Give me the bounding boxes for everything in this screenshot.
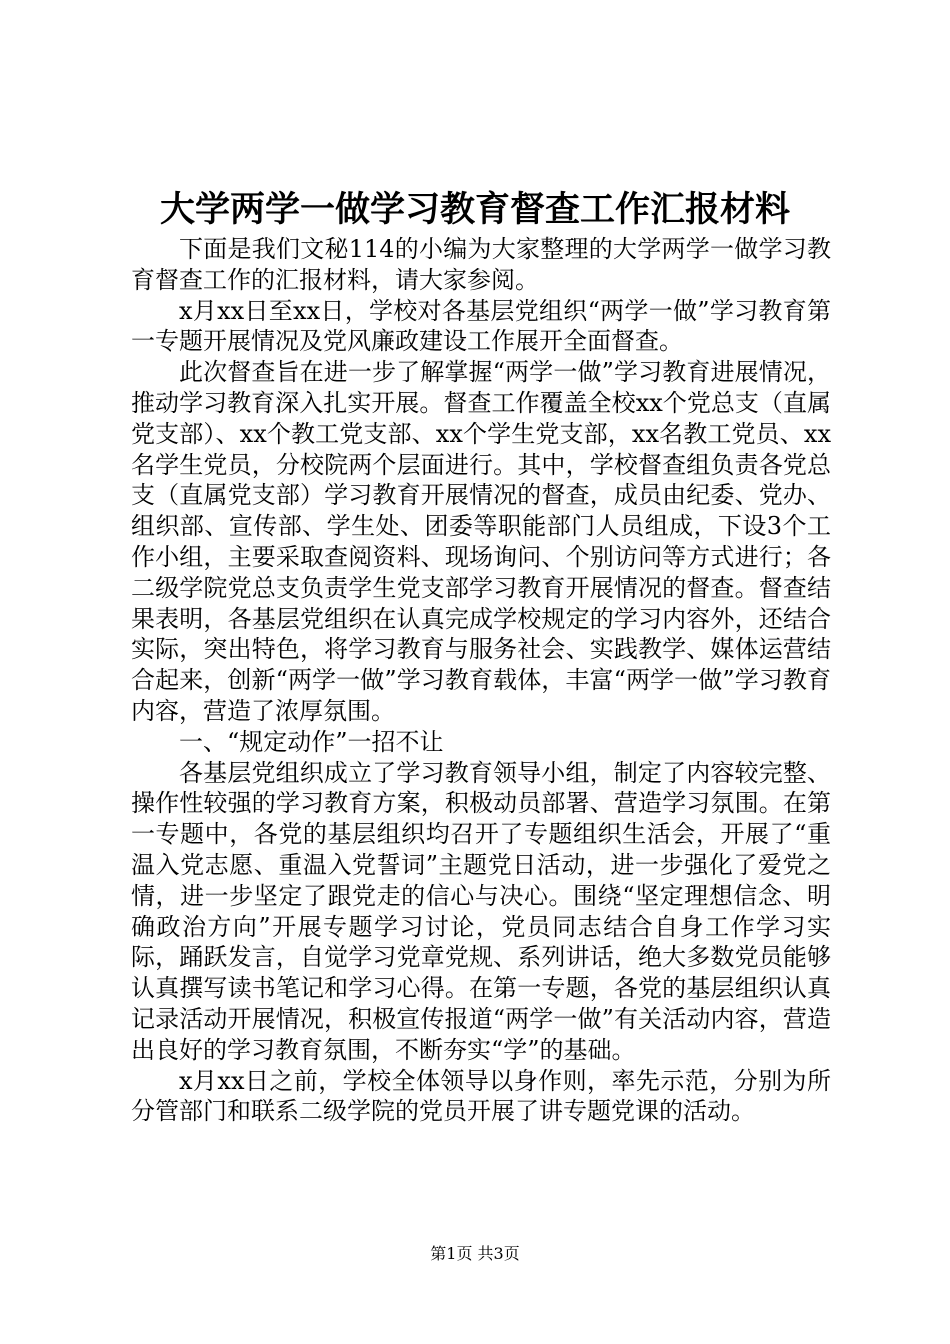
paragraph-leaders: x月xx日之前，学校全体领导以身作则，率先示范，分别为所分管部门和联系二级学院的党员开展了讲专题党课的活动。 [131,1066,831,1126]
document-title: 大学两学一做学习教育督查工作汇报材料 [159,189,790,230]
page-number-footer: 第1页 共3页 [430,1244,520,1263]
paragraph-intro: 下面是我们文秘114的小编为大家整理的大学两学一做学习教育督查工作的汇报材料，请大家参阅。 [131,235,831,294]
paragraph-inspection: 此次督查旨在进一步了解掌握“两学一做”学习教育进展情况，推动学习教育深入扎实开展。督查工作覆盖全校xx个党总支（直属党支部）、xx个教工党支部、xx个学生党支部，xx名教工党员、xx名学生党员，分校院两个层面进行。其中，学校督查组负责各党总支（直属党支部）学习教育开展情况的督查，成员由纪委、党办、组织部、宣传部、学生处、团委等职能部门人员组成，下设3个工作小组，主要采取查阅资料、现场询问、个别访问等方式进行；各二级学院党总支负责学生党支部学习教育开展情况的督查。督查结果表明，各基层党组织在认真完成学校规定的学习内容外，还结合实际，突出特色，将学习教育与服务社会、实践教学、媒体运营结合起来，创新“两学一做”学习教育载体，丰富“两学一做”学习教育内容，营造了浓厚氛围。 [131,358,831,725]
paragraph-section-one: 各基层党组织成立了学习教育领导小组，制定了内容较完整、操作性较强的学习教育方案，积极动员部署、营造学习氛围。在第一专题中，各党的基层组织均召开了专题组织生活会，开展了“重温入党志愿、重温入党誓词”主题党日活动，进一步强化了爱党之情，进一步坚定了跟党走的信心与决心。围绕“坚定理想信念、明确政治方向”开展专题学习讨论，党员同志结合自身工作学习实际，踊跃发言，自觉学习党章党规、系列讲话，绝大多数党员能够认真撰写读书笔记和学习心得。在第一专题，各党的基层组织认真记录活动开展情况，积极宣传报道“两学一做”有关活动内容，营造出良好的学习教育氛围，不断夯实“学”的基础。 [131,758,831,1064]
document-body [131,234,831,1127]
section-heading: 一、“规定动作”一招不让 [179,727,444,756]
paragraph-overview: x月xx日至xx日，学校对各基层党组织“两学一做”学习教育第一专题开展情况及党风廉政建设工作展开全面督查。 [131,296,831,356]
